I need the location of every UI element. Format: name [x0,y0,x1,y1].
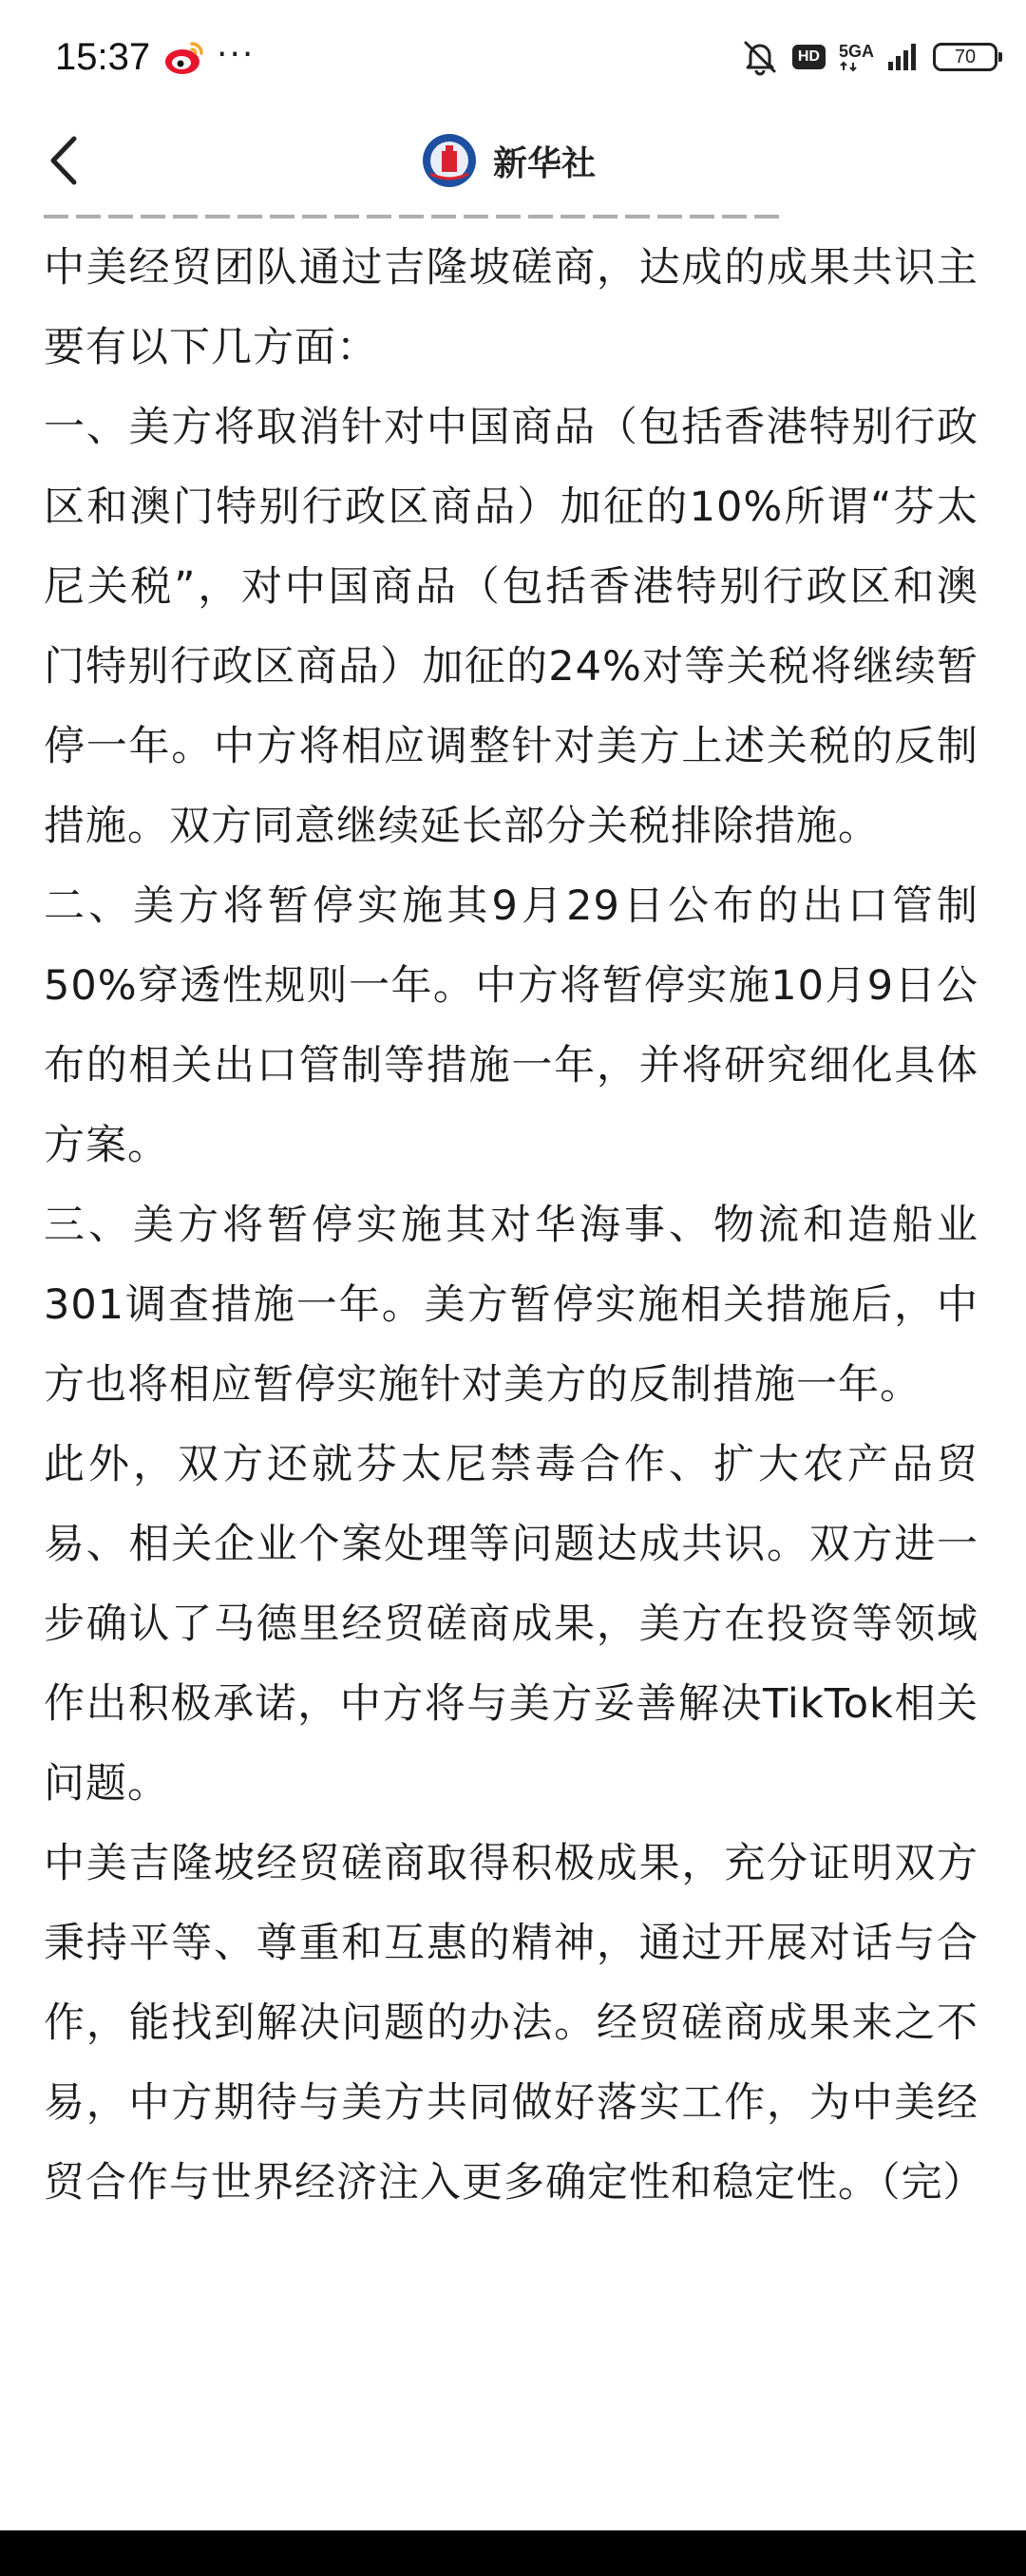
status-bar [0,0,1026,114]
article-paragraph: 一、美方将取消针对中国商品（包括香港特别行政区和澳门特别行政区商品）加征的10%所谓“芬太尼关税”，对中国商品（包括香港特别行政区和澳门特别行政区商品）加征的24%对等关税将继续暂停一年。中方将相应调整针对美方上述关税的反制措施。双方同意继续延长部分关税排除措施。 [44,404,978,850]
network-indicator [839,42,874,72]
nav-header [0,114,1026,209]
bell-muted-icon [741,38,779,76]
bottom-bar [0,2530,1026,2576]
publisher-info[interactable] [421,129,596,192]
status-time: 15:37 [55,36,151,78]
battery-level: 70 [954,46,977,67]
network-label: 5GA [838,42,874,61]
article-paragraph: 三、美方将暂停实施其对华海事、物流和造船业301调查措施一年。美方暂停实施相关措施后，中方也将相应暂停实施针对美方的反制措施一年。 [44,1202,978,1409]
more-notifications-icon: ··· [217,35,256,74]
xinhua-logo-icon [421,132,478,189]
battery-indicator [933,43,998,71]
back-button[interactable] [38,127,95,194]
data-arrows-icon [839,61,860,72]
chevron-left-icon [53,139,74,182]
article-body [44,228,985,2223]
status-icons [741,32,998,82]
publisher-name: 新华社 [493,143,597,183]
article-paragraph: 二、美方将暂停实施其9月29日公布的出口管制50%穿透性规则一年。中方将暂停实施10月9日公布的相关出口管制等措施一年，并将研究细化具体方案。 [44,882,978,1169]
weibo-icon [163,36,205,78]
article-paragraph: 中美经贸团队通过吉隆坡磋商，达成的成果共识主要有以下几方面： [44,244,978,371]
hd-badge: HD [792,45,826,69]
article-paragraph: 此外，双方还就芬太尼禁毒合作、扩大农产品贸易、相关企业个案处理等问题达成共识。双方进一步确认了马德里经贸磋商成果，美方在投资等领域作出积极承诺，中方将与美方妥善解决TikTok相关问题。 [44,1441,978,1808]
clipped-text-line [44,207,785,226]
article-paragraph: 中美吉隆坡经贸磋商取得积极成果，充分证明双方秉持平等、尊重和互惠的精神，通过开展对话与合作，能找到解决问题的办法。经贸磋商成果来之不易，中方期待与美方共同做好落实工作，为中美经贸合作与世界经济注入更多确定性和稳定性。（完） [44,1840,985,2207]
signal-icon [887,43,920,71]
